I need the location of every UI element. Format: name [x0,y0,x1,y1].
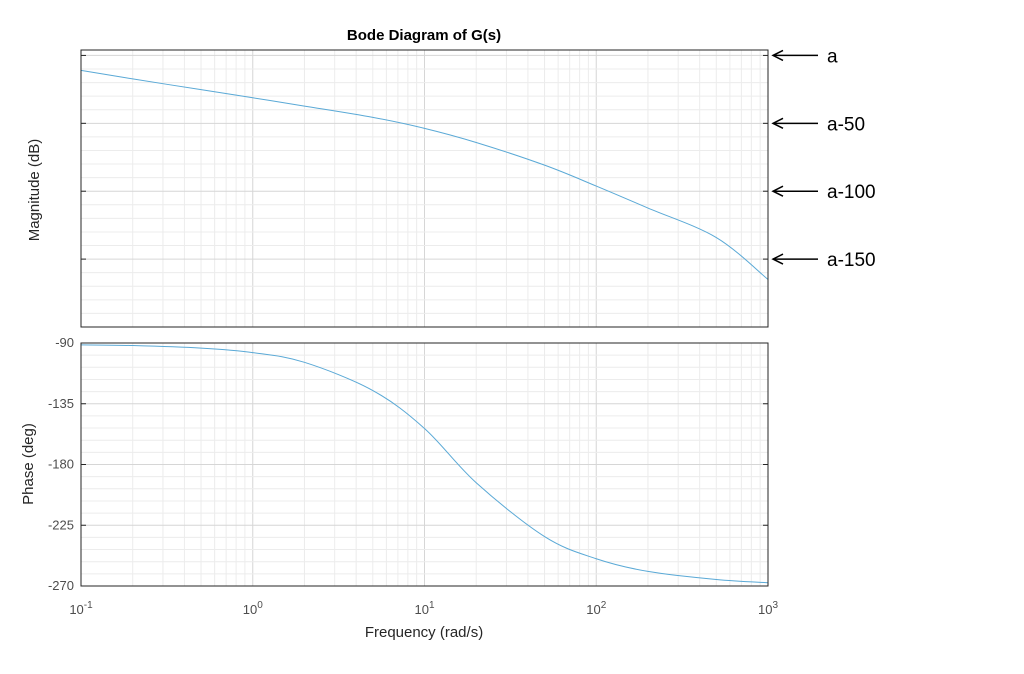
magnitude-ylabel: Magnitude (dB) [26,138,43,242]
x-axis-label: Frequency (rad/s) [364,624,484,641]
x-tick-label [586,600,606,617]
x-tick-base: 10 [586,602,601,617]
x-tick-exponent: 0 [257,600,263,611]
x-tick-exponent: -1 [83,600,93,611]
x-tick-base: 10 [69,602,84,617]
x-tick-exponent: 1 [428,600,435,611]
x-tick-base: 10 [242,602,258,617]
x-tick-label [243,600,263,617]
annotation-label: a [827,46,838,68]
x-tick-label [758,600,778,617]
x-tick-base: 10 [757,602,773,617]
magnitude-panel [26,50,768,327]
magnitude-grid [81,50,768,327]
x-tick-base: 10 [414,602,429,617]
annotation-label: a-100 [827,182,876,204]
x-tick-exponent: 3 [772,600,779,611]
chart-title: Bode Diagram of G(s) [346,27,502,44]
phase-panel [20,335,768,593]
phase-y-tick-label: -135 [47,395,74,411]
phase-grid [81,343,768,586]
phase-y-tick-label: -270 [47,578,74,593]
phase-ylabel: Phase (deg) [20,423,37,505]
x-tick-labels [69,600,778,617]
annotation-label: a-50 [827,114,866,136]
x-tick-label [414,600,434,617]
x-tick-exponent: 2 [600,600,607,611]
phase-y-tick-label: -180 [47,456,74,472]
x-tick-label [69,600,93,617]
phase-y-tick-label: -225 [47,517,74,533]
phase-y-tick-label: -90 [55,335,74,350]
magnitude-annotations [773,46,876,271]
annotation-label: a-150 [827,250,876,272]
